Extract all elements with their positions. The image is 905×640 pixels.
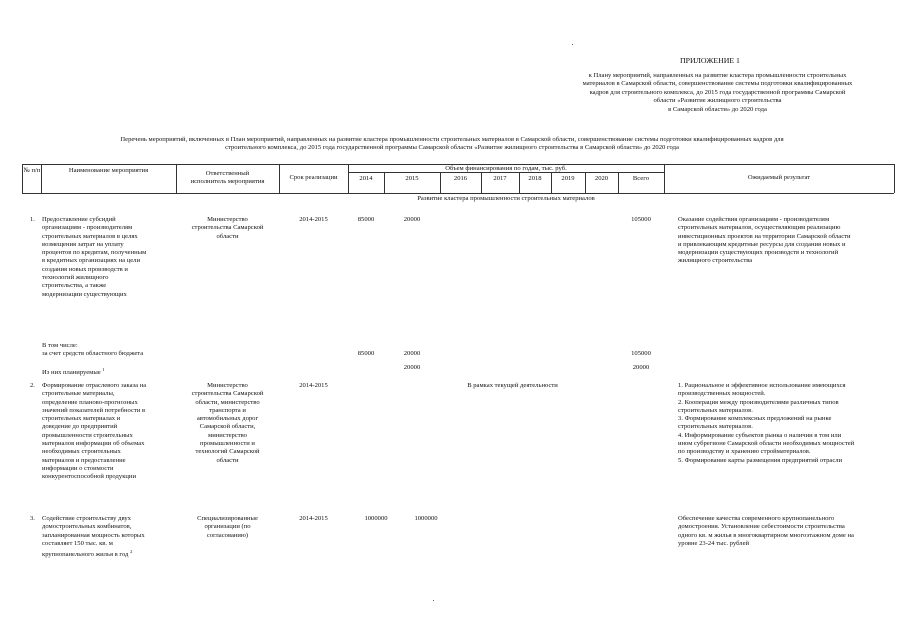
sub-planned-total: 20000 [632, 364, 650, 371]
header-year-2016: 2016 [453, 175, 468, 182]
header-year-2020: 2020 [594, 175, 609, 182]
header-responsible: Ответственный исполнитель мероприятия [190, 170, 265, 185]
row3-2015: 1000000 [414, 515, 438, 522]
row1-result: Оказание содействия организациям - производителям строительных материалов, осуществляющим реализацию инвестиционных проектов на территории Самарской области и привлекающим кредитные ресурсы для создания новых и модернизации существующих производств и технологий жилищного строительства [678, 216, 851, 265]
row1-total: 105000 [631, 216, 651, 223]
header-term: Срок реализации [289, 174, 338, 181]
sub-regional-2014: 85000 [357, 350, 375, 357]
section-title: Развитие кластера промышленности строительных материалов [417, 195, 595, 202]
appendix-title: ПРИЛОЖЕНИЕ 1 [680, 56, 740, 65]
row3-num: 3. [30, 515, 35, 522]
sub-planned-label: Из них планируемые $^1$ [42, 367, 105, 377]
sub-planned-2015: 20000 [403, 364, 421, 371]
header-year-2017: 2017 [493, 175, 507, 182]
row2-result: 1. Рациональное и эффективное использование имеющихся производственных мощностей. 2. Кооперация между производителями различных типов строительных материалов. 3. Формирование комплексных предложений на рынке строительных материалов. 4. Информирование субъектов рынка о наличии в том или ином субрегионе Самарской области необходимых мощностей по производству и хранению стройматериалов. 5. Формирование карты размещения предприятий отрасли [678, 382, 855, 464]
header-year-2015: 2015 [405, 175, 419, 182]
document-title: Перечень мероприятий, включенных в План мероприятий, направленных на развитие кластера промышленности строительных материалов в Самарской области, совершенствование системы подготовки квалифицированных кадров для строительного комплекса, до 2015 года государственной программы Самарской области «Развитие жилищного строительства в Самарской области» до 2020 года [120, 136, 784, 152]
header-year-2019: 2019 [561, 175, 575, 182]
row3-name: Содействие строительству двух домостроительных комбинатов, запланированная мощность которых составляет 150 тыс. кв. м крупнопанельного жилья в год $^2$ [42, 515, 145, 559]
header-funding: Объем финансирования по годам, тыс. руб. [445, 165, 567, 172]
sub-regional-2015: 20000 [403, 350, 421, 357]
row2-term: 2014-2015 [299, 382, 328, 389]
row1-term: 2014-2015 [299, 216, 328, 223]
row1-name: Предоставление субсидий организациям - производителям строительных материалов в целях возмещения затрат на уплату процентов по кредитам, полученным в кредитных организациях на цели создания новых производств и технологий жилищного строительства, а также модернизации существующих [42, 216, 147, 298]
header-total: Всего [632, 175, 650, 182]
scan-speck [572, 44, 573, 45]
row2-num: 2. [30, 382, 35, 389]
header-num: № п/п [23, 167, 41, 174]
header-result: Ожидаемый результат [747, 174, 811, 181]
appendix-text: к Плану мероприятий, направленных на развитие кластера промышленности строительных материалов в Самарской области, совершенствование системы подготовки квалифицированных кадров для строительного комплекса, до 2015 года государственной программы Самарской области «Развитие жилищного строительства в Самарской области» до 2020 года [582, 72, 853, 113]
row2-responsible: Министерство строительства Самарской области, министерство транспорта и автомобильных дорог Самарской области, министерство промышленности и технологий Самарской области [191, 382, 264, 464]
sub-incl: В том числе: [42, 342, 78, 349]
row3-2014: 1000000 [364, 515, 388, 522]
header-year-2018: 2018 [528, 175, 542, 182]
row3-term: 2014-2015 [299, 515, 328, 522]
header-year-2014: 2014 [359, 175, 373, 182]
row3-responsible: Специализированные организации (по согласованию) [197, 515, 258, 539]
header-name: Наименование мероприятия [68, 167, 149, 174]
row1-2014: 85000 [357, 216, 375, 223]
row2-funding-note: В рамках текущей деятельности [467, 382, 558, 389]
row1-num: 1. [30, 216, 35, 223]
row1-responsible: Министерство строительства Самарской области [191, 216, 264, 240]
row1-2015: 20000 [403, 216, 421, 223]
scan-speck [433, 600, 434, 601]
row2-name: Формирование отраслевого заказа на строительные материалы, определение планово-прогнозных значений показателей потребности в строительных материалах и доведение до предприятий промышленности строительных материалов информации об объемах необходимых строительных материалов и предоставление информации о стоимости конкурентоспособной продукции [42, 382, 147, 481]
sub-regional-label: за счет средств областного бюджета [42, 350, 144, 357]
sub-regional-total: 105000 [631, 350, 651, 357]
row3-result: Обеспечение качества современного крупнопанельного домостроения. Установление себестоимости строительства одного кв. м жилья в многоквартирном многоэтажном доме на уровне 23-24 тыс. рублей [678, 515, 854, 547]
